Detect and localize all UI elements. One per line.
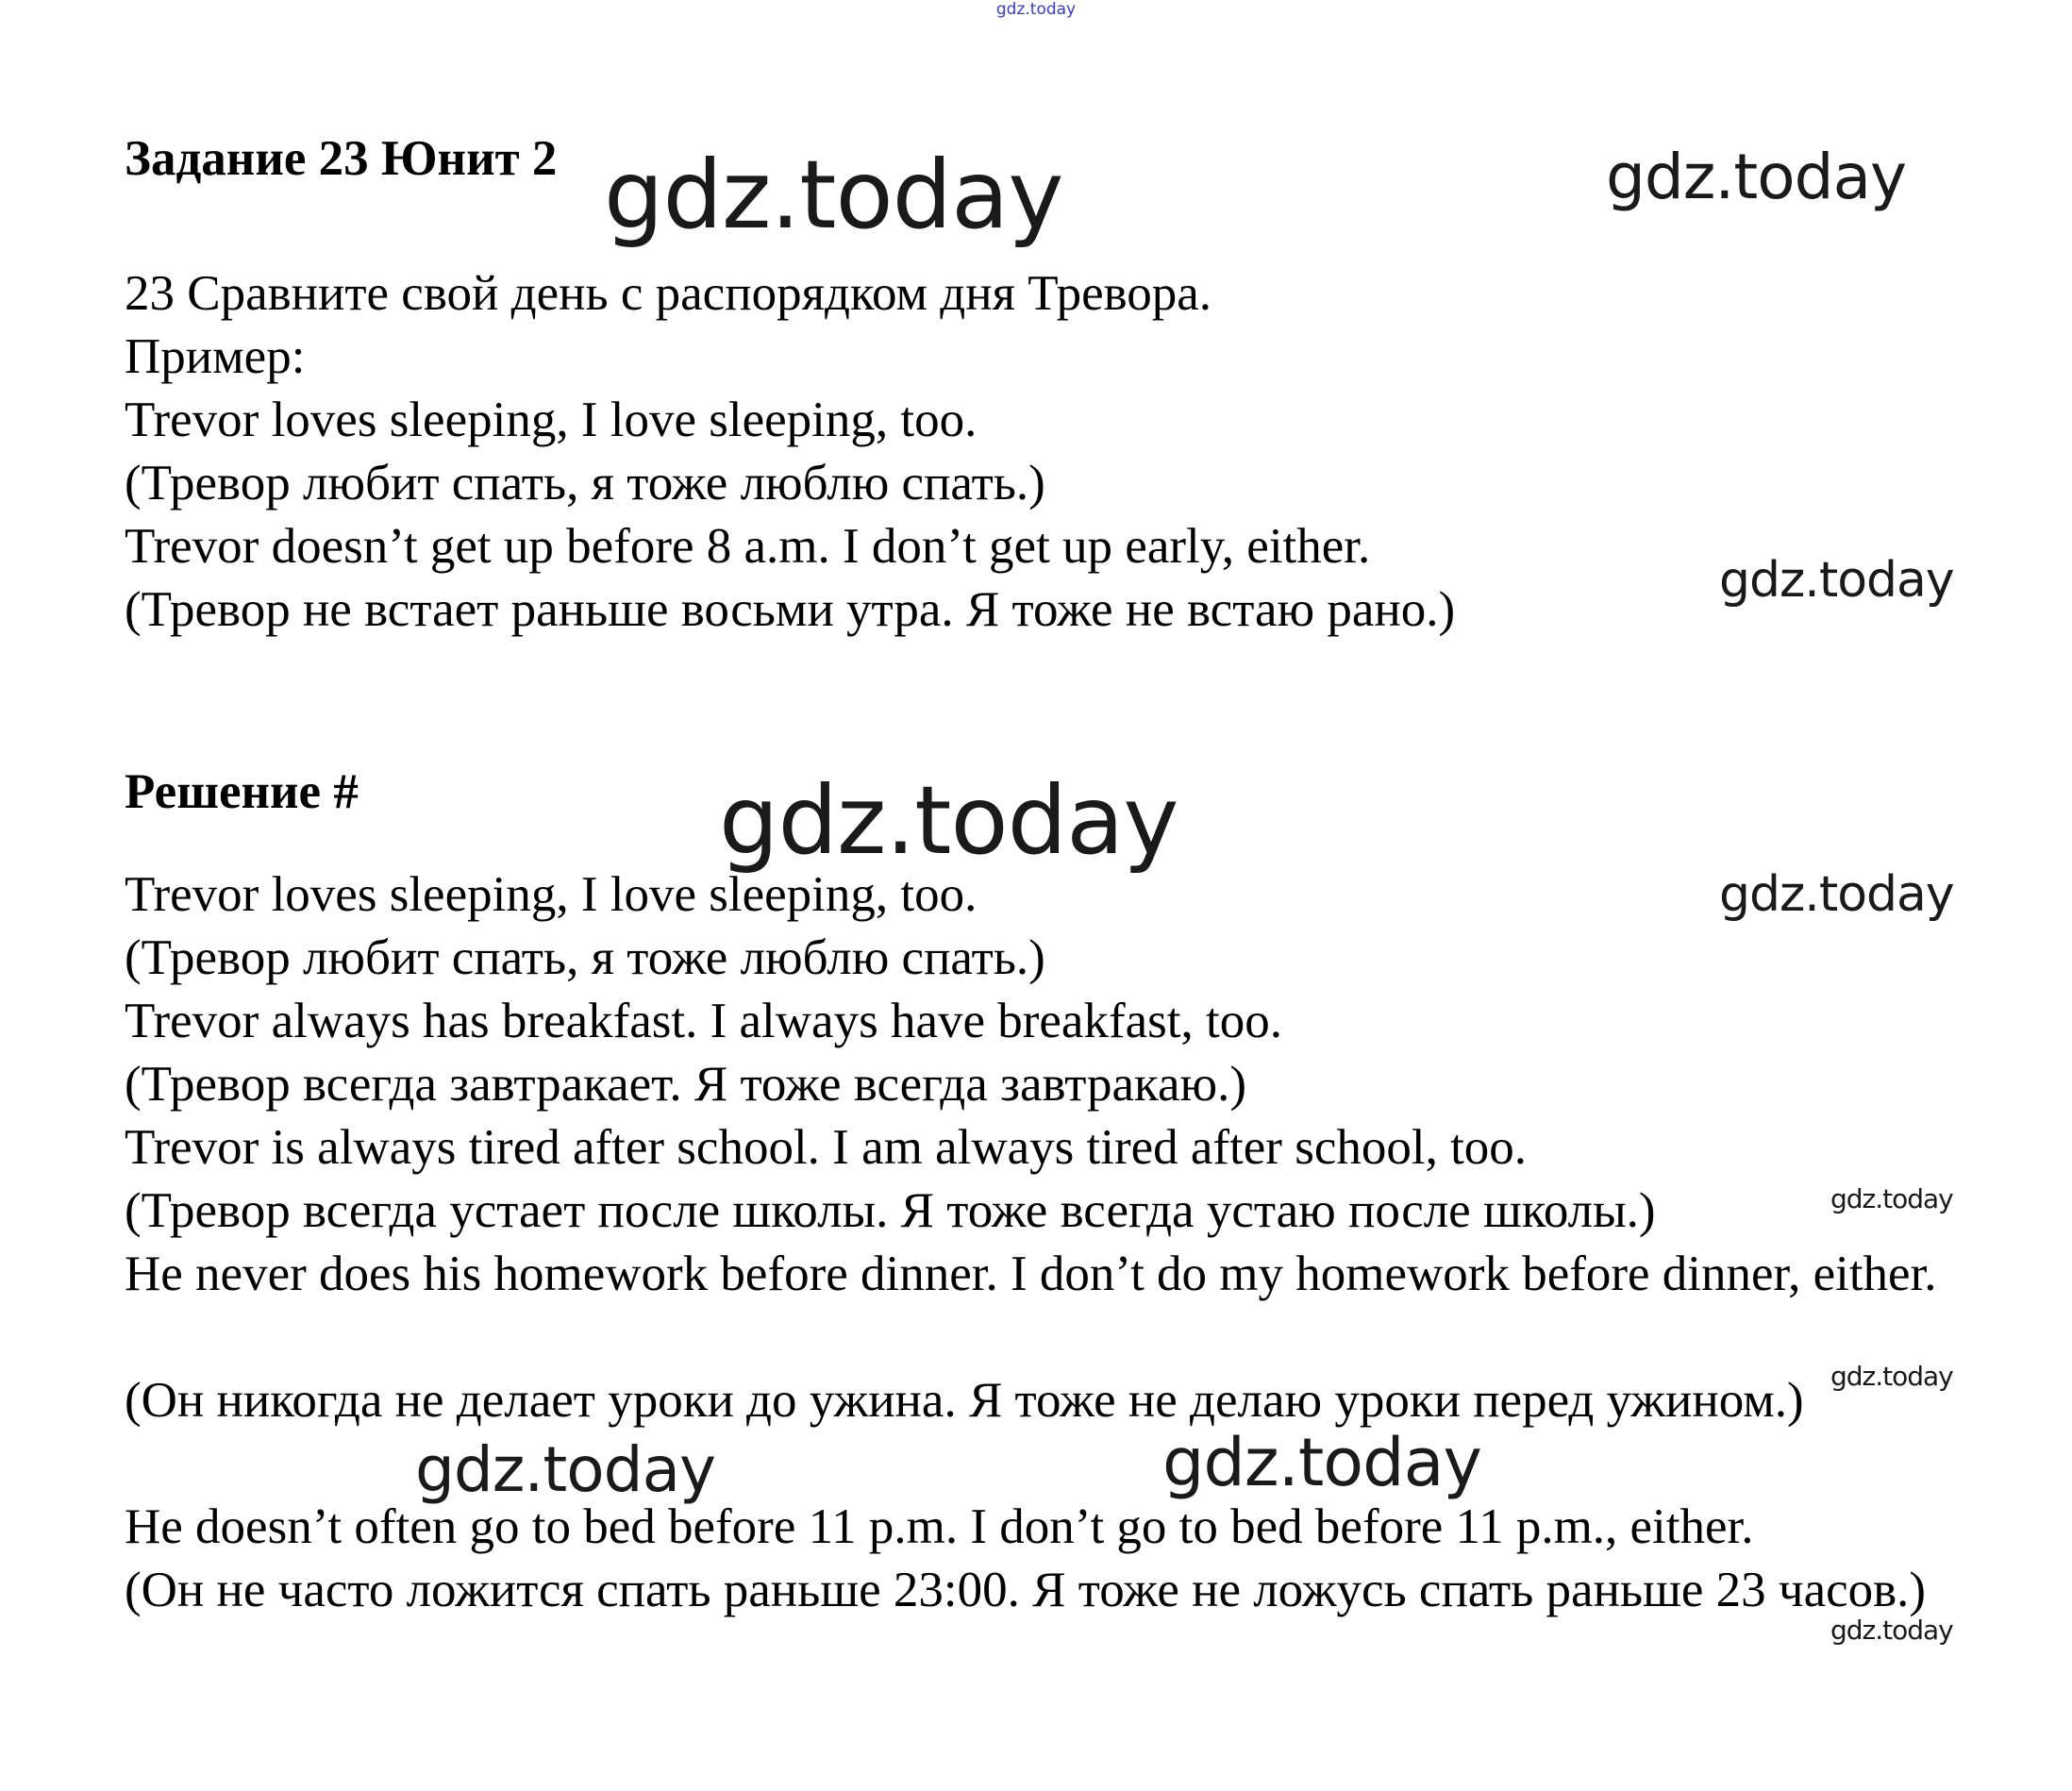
watermark: gdz.today (1162, 1424, 1481, 1501)
watermark: gdz.today (719, 765, 1178, 876)
top-watermark: gdz.today (995, 0, 1077, 19)
solution-line: Trevor always has breakfast. I always have breakfast, too. (125, 994, 1282, 1048)
solution-line: Trevor loves sleeping, I love sleeping, too. (125, 867, 978, 922)
watermark: gdz.today (604, 140, 1063, 250)
watermark: gdz.today (1719, 866, 1954, 923)
task-line: Trevor loves sleeping, I love sleeping, too. (125, 393, 978, 447)
watermark: gdz.today (1830, 1361, 1953, 1392)
task-line: Пример: (125, 329, 306, 384)
task-line: (Тревор любит спать, я тоже люблю спать.) (125, 456, 1045, 511)
solution-line: He doesn’t often go to bed before 11 p.m. I don’t go to bed before 11 p.m., either. (125, 1499, 1754, 1554)
solution-line: (Тревор всегда завтракает. Я тоже всегда завтракаю.) (125, 1057, 1247, 1112)
task-line: 23 Сравните свой день с распорядком дня Тревора. (125, 266, 1212, 321)
solution-line: (Тревор любит спать, я тоже люблю спать.) (125, 930, 1045, 985)
watermark: gdz.today (1719, 552, 1954, 609)
watermark: gdz.today (415, 1433, 716, 1506)
solution-paragraph: (Он не часто ложится спать раньше 23:00. Я тоже не ложусь спать раньше 23 часов.) (125, 1563, 1927, 1617)
watermark: gdz.today (1830, 1183, 1953, 1214)
task-heading: Задание 23 Юнит 2 (125, 131, 558, 186)
task-line: Trevor doesn’t get up before 8 a.m. I don’t get up early, either. (125, 519, 1371, 574)
solution-paragraph: (Он никогда не делает уроки до ужина. Я тоже не делаю уроки перед ужином.) (125, 1373, 1804, 1428)
solution-line: (Тревор всегда устает после школы. Я тоже всегда устаю после школы.) (125, 1183, 1656, 1238)
watermark: gdz.today (1830, 1615, 1953, 1646)
task-line: (Тревор не встает раньше восьми утра. Я тоже не встаю рано.) (125, 582, 1456, 637)
solution-paragraph: He never does his homework before dinner. I don’t do my homework before dinner, either. (125, 1247, 1937, 1301)
solution-line: Trevor is always tired after school. I am always tired after school, too. (125, 1120, 1528, 1175)
watermark: gdz.today (1606, 141, 1907, 213)
solution-heading: Решение # (125, 764, 359, 819)
